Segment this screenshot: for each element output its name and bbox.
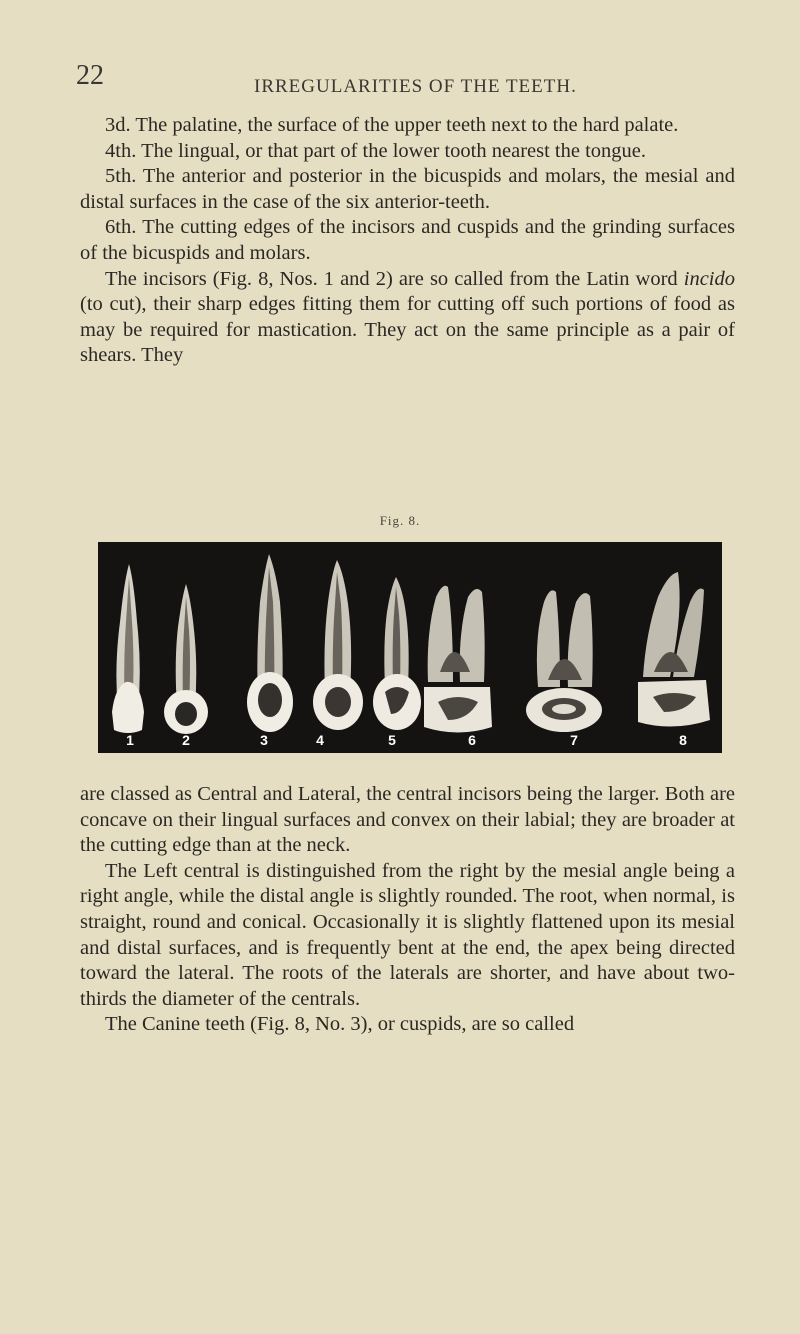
incisors-text-pre: The incisors (Fig. 8, Nos. 1 and 2) are so called from the Latin word xyxy=(105,267,684,290)
figure-caption: Fig. 8. xyxy=(379,513,421,528)
tooth-label-8: 8 xyxy=(679,732,687,748)
paragraph-canine: The Canine teeth (Fig. 8, No. 3), or cuspids, are so called xyxy=(105,1013,575,1036)
paragraph-6th: 6th. The cutting edges of the incisors and cuspids and the grinding surfaces of the bicuspids and molars. xyxy=(80,216,735,264)
incisors-latin-word: incido xyxy=(683,267,735,290)
figure-teeth xyxy=(98,542,722,753)
incisors-text-post: (to cut), their sharp edges fitting them for cutting off such portions of food as may be required for mastication. They act on the same principle as a pair of shears. They xyxy=(80,293,735,367)
text-block-top xyxy=(80,113,735,369)
page-number: 22 xyxy=(76,60,104,91)
paragraph-3d: 3d. The palatine, the surface of the upper teeth next to the hard palate. xyxy=(105,114,679,136)
tooth-label-4: 4 xyxy=(316,732,324,748)
tooth-label-1: 1 xyxy=(126,732,134,748)
text-block-bottom xyxy=(80,782,735,1038)
tooth-label-2: 2 xyxy=(182,732,190,748)
paragraph-5th: 5th. The anterior and posterior in the bicuspids and molars, the mesial and distal surfaces in the case of the six anterior-teeth. xyxy=(80,165,735,213)
tooth-label-6: 6 xyxy=(468,732,476,748)
paragraph-incisors xyxy=(80,267,735,369)
running-head: IRREGULARITIES OF THE TEETH. xyxy=(254,76,577,97)
tooth-label-5: 5 xyxy=(388,732,396,748)
paragraph-classed: are classed as Central and Lateral, the central incisors being the larger. Both are concave on their lingual surfaces and convex on their labial; they are broader at the cutting edge than at the neck. xyxy=(80,783,735,857)
page-header xyxy=(0,60,800,100)
paragraph-left-central: The Left central is distinguished from the right by the mesial angle being a right angle, while the distal angle is slightly rounded. The root, when normal, is straight, round and conical. Occasionally it is slightly flattened upon its mesial and distal surfaces, and is frequently bent at the end, the apex being directed toward the lateral. The roots of the laterals are shorter, and have about two-thirds the diameter of the centrals. xyxy=(80,859,735,1010)
teeth-illustration xyxy=(98,542,722,753)
tooth-label-7: 7 xyxy=(570,732,578,748)
tooth-label-3: 3 xyxy=(260,732,268,748)
paragraph-4th: 4th. The lingual, or that part of the lower tooth nearest the tongue. xyxy=(105,139,647,162)
